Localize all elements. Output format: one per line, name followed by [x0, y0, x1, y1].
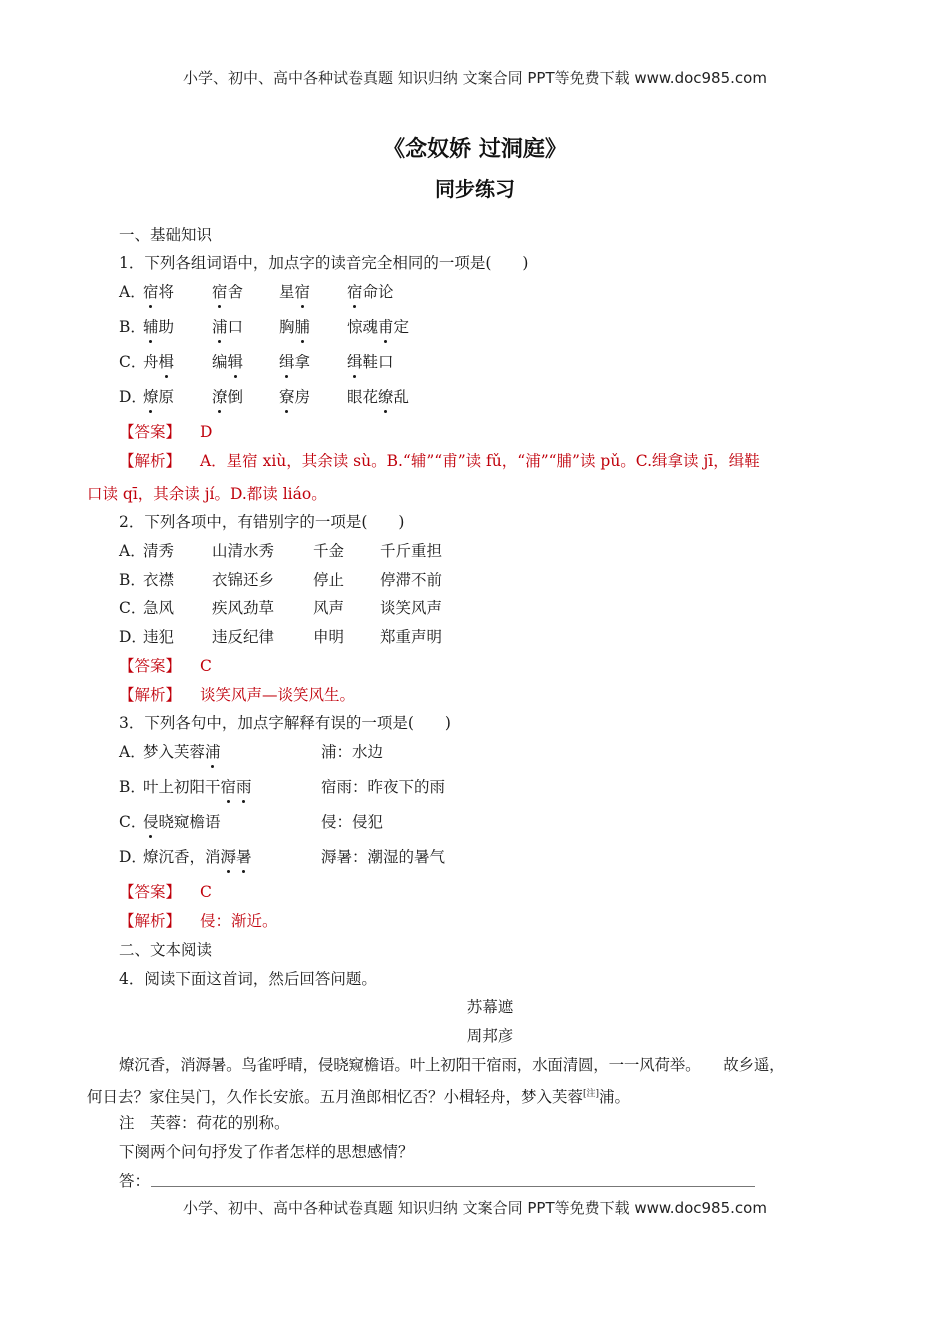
q2-option-b [119, 569, 819, 593]
q1-explanation-cont: 口读 qī，其余读 jí。D.都读 liáo。 [87, 485, 327, 503]
answer-label: 【答案】 [119, 423, 182, 441]
option-word: 辅助 [143, 318, 175, 336]
q3-option-c [119, 811, 819, 835]
option-word: 潦倒 [212, 388, 244, 406]
option-word: 浦口 [212, 318, 244, 336]
option-word: 清秀 [143, 542, 175, 560]
q1-explanation [119, 450, 760, 472]
option-word: 缉鞋口 [347, 353, 394, 371]
option-letter: B． [119, 778, 146, 796]
answer-value: D [199, 423, 213, 441]
option-word: 宿命论 [347, 283, 394, 301]
poem-line-1: 燎沉香，消溽暑。鸟雀呼晴，侵晓窥檐语。叶上初阳干宿雨，水面清圆，一一风荷举。 故乡遥， [119, 1056, 785, 1074]
option-word: 缉拿 [279, 353, 311, 371]
option-word: 星宿 [279, 283, 311, 301]
page-subtitle: 同步练习 [435, 177, 515, 201]
poem-author: 周邦彦 [466, 1027, 514, 1045]
option-word: 寮房 [279, 388, 311, 406]
page-footer: 小学、初中、高中各种试卷真题 知识归纳 文案合同 PPT等免费下载 www.doc985.com [183, 1199, 767, 1217]
explanation-label: 【解析】 [119, 686, 182, 704]
q3-stem: 3．下列各句中，加点字解释有误的一项是( ) [119, 714, 451, 732]
option-word: 燎原 [143, 388, 175, 406]
option-word: 胸脯 [279, 318, 311, 336]
q1-option-a [119, 281, 819, 305]
option-word: 衣锦还乡 [212, 571, 275, 589]
option-word: 惊魂甫定 [347, 318, 410, 336]
option-sentence: 燎沉香，消溽暑 [143, 848, 252, 866]
explanation-text: 侵：渐近。 [199, 912, 278, 930]
option-gloss: 侵：侵犯 [321, 813, 384, 831]
explanation-text: 谈笑风声—谈笑风生。 [199, 686, 355, 704]
section-text-reading: 二、文本阅读 [119, 941, 213, 959]
option-word: 宿舍 [212, 283, 244, 301]
q3-explanation [119, 910, 277, 932]
option-word: 编辑 [212, 353, 244, 371]
option-letter: A． [119, 743, 146, 761]
answer-label: 【答案】 [119, 883, 182, 901]
option-word: 衣襟 [143, 571, 175, 589]
option-letter: D． [119, 388, 147, 406]
option-word: 山清水秀 [212, 542, 275, 560]
option-letter: C． [119, 813, 147, 831]
page-title: 《念奴娇 过洞庭》 [383, 137, 567, 162]
q2-stem: 2．下列各项中，有错别字的一项是( ) [119, 513, 405, 531]
q2-option-d [119, 626, 819, 650]
poem-title: 苏幕遮 [466, 998, 514, 1016]
option-word: 千斤重担 [380, 542, 443, 560]
option-sentence: 侵晓窥檐语 [143, 813, 221, 831]
option-letter: D． [119, 628, 147, 646]
q1-answer [119, 421, 212, 443]
option-word: 眼花缭乱 [347, 388, 410, 406]
q1-option-b [119, 316, 819, 340]
q2-option-a [119, 540, 819, 564]
option-word: 疾风劲草 [212, 599, 275, 617]
option-word: 舟楫 [143, 353, 175, 371]
option-letter: B． [119, 571, 146, 589]
page-header: 小学、初中、高中各种试卷真题 知识归纳 文案合同 PPT等免费下载 www.doc985.com [183, 69, 767, 87]
option-word: 宿将 [143, 283, 175, 301]
q3-answer [119, 881, 212, 903]
answer-prompt: 答： [119, 1172, 151, 1190]
q3-option-b [119, 776, 819, 800]
poem-note: 注 芙蓉：荷花的别称。 [119, 1114, 290, 1132]
option-sentence: 叶上初阳干宿雨 [143, 778, 252, 796]
explanation-text: A．星宿 xiù，其余读 sù。B.“辅”“甫”读 fǔ，“浦”“脯”读 pǔ。C.缉拿读 jī，缉鞋 [199, 452, 760, 470]
q4-stem: 4．阅读下面这首词，然后回答问题。 [119, 970, 377, 988]
poem-line-2-text: 何日去？家住吴门，久作长安旅。五月渔郎相忆否？小楫轻舟，梦入芙蓉 [87, 1088, 584, 1106]
explanation-label: 【解析】 [119, 452, 182, 470]
q3-option-a [119, 741, 819, 765]
q3-option-d [119, 846, 819, 870]
option-letter: B． [119, 318, 146, 336]
option-word: 违犯 [143, 628, 175, 646]
q2-option-c [119, 597, 819, 621]
option-word: 风声 [313, 599, 345, 617]
option-sentence: 梦入芙蓉浦 [143, 743, 221, 761]
option-word: 申明 [313, 628, 345, 646]
option-word: 千金 [313, 542, 345, 560]
option-letter: D． [119, 848, 147, 866]
q4-question: 下阕两个问句抒发了作者怎样的思想感情？ [119, 1143, 414, 1161]
q1-option-d [119, 386, 819, 410]
section-basic-knowledge: 一、基础知识 [119, 226, 213, 244]
option-word: 违反纪律 [212, 628, 275, 646]
poem-line-2 [87, 1083, 630, 1108]
option-word: 郑重声明 [380, 628, 443, 646]
explanation-label: 【解析】 [119, 912, 182, 930]
q1-option-c [119, 351, 819, 375]
q2-answer [119, 655, 212, 677]
option-gloss: 浦：水边 [321, 743, 384, 761]
answer-line[interactable] [151, 1186, 755, 1187]
option-letter: A． [119, 542, 146, 560]
answer-value: C [199, 657, 212, 675]
option-word: 急风 [143, 599, 175, 617]
q2-explanation [119, 684, 355, 706]
option-letter: A． [119, 283, 146, 301]
option-word: 停滞不前 [380, 571, 443, 589]
note-marker: [注] [583, 1089, 600, 1099]
option-gloss: 宿雨：昨夜下的雨 [321, 778, 446, 796]
option-gloss: 溽暑：潮湿的暑气 [321, 848, 446, 866]
option-letter: C． [119, 353, 147, 371]
option-word: 停止 [313, 571, 345, 589]
poem-line-2-end: 浦。 [599, 1088, 631, 1106]
q1-stem: 1．下列各组词语中，加点字的读音完全相同的一项是( ) [119, 254, 529, 272]
option-letter: C． [119, 599, 147, 617]
answer-value: C [199, 883, 212, 901]
option-word: 谈笑风声 [380, 599, 443, 617]
answer-label: 【答案】 [119, 657, 182, 675]
